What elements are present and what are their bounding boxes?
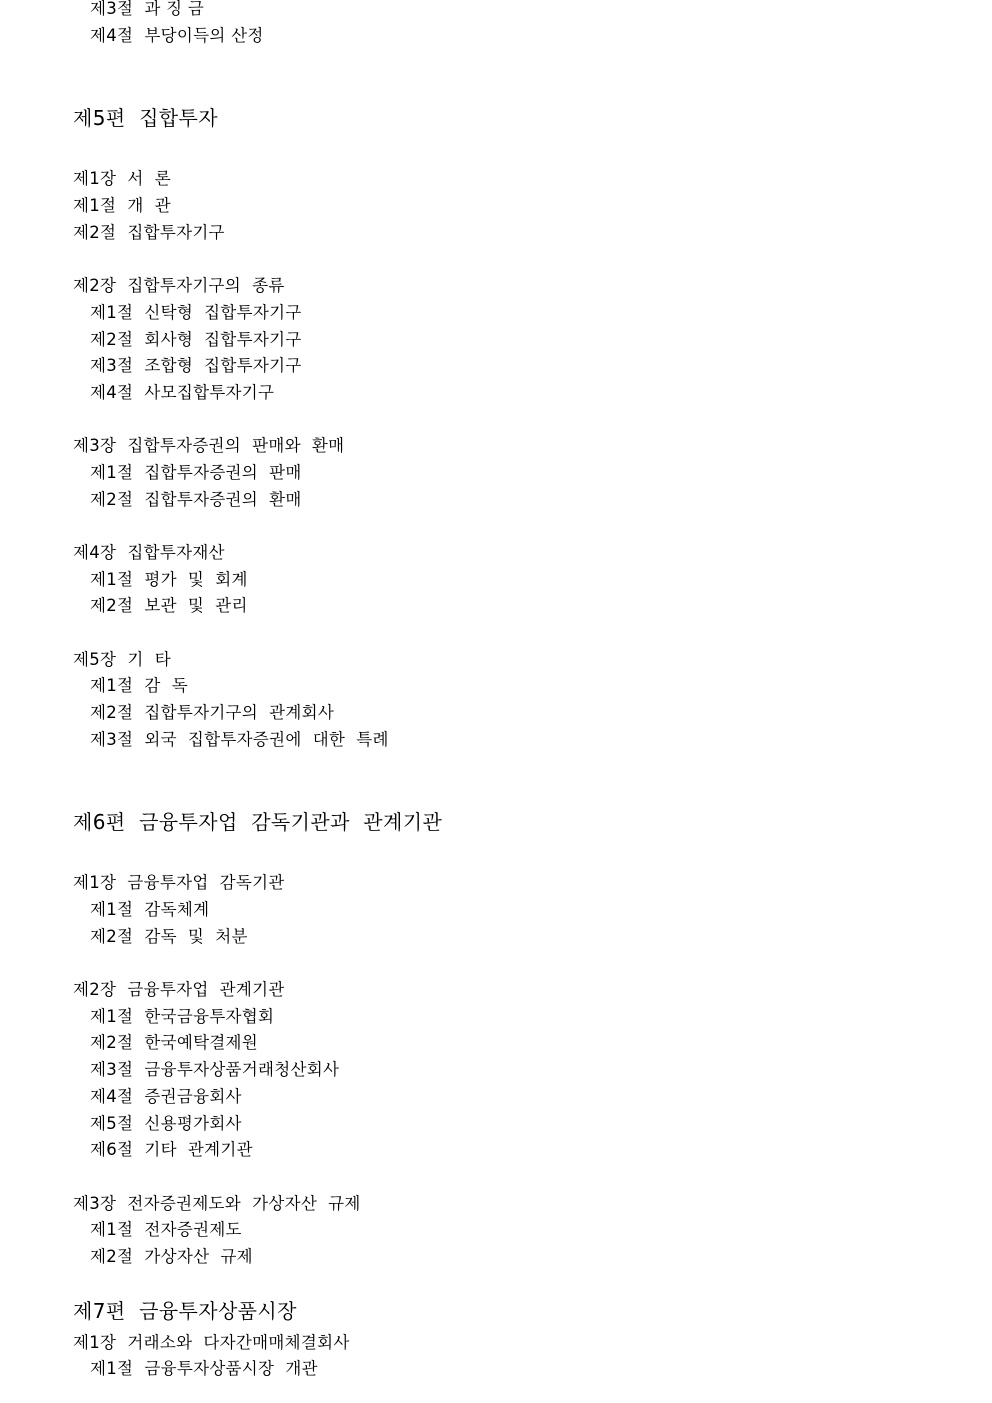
- toc-section-line: 제4절 증권금융회사: [90, 1087, 242, 1106]
- toc-section-line: 제1절 감 독: [90, 676, 188, 695]
- toc-section-line: 제1절 전자증권제도: [90, 1220, 242, 1239]
- toc-section-line: 제1절 한국금융투자협회: [90, 1007, 275, 1026]
- toc-section-line: 제2절 감독 및 처분: [90, 927, 248, 946]
- toc-section-line: 제1절 집합투자증권의 판매: [90, 463, 302, 482]
- toc-chapter-line: 제1장 금융투자업 감독기관: [73, 873, 285, 892]
- toc-chapter-line: 제3장 전자증권제도와 가상자산 규제: [73, 1194, 361, 1213]
- toc-chapter-line: 제4장 집합투자재산: [73, 543, 225, 562]
- toc-section-line: 제2절 집합투자기구의 관계회사: [90, 703, 335, 722]
- toc-section-line: 제1절 금융투자상품시장 개관: [90, 1359, 318, 1378]
- toc-section-line: 제2절 회사형 집합투자기구: [90, 330, 302, 349]
- toc-chapter-line: 제5장 기 타: [73, 650, 171, 669]
- toc-part-heading: 제5편 집합투자: [73, 106, 218, 130]
- toc-chapter-line: 제1장 거래소와 다자간매매체결회사: [73, 1333, 350, 1352]
- toc-chapter-line: 제2절 집합투자기구: [73, 223, 225, 242]
- toc-section-line: 제1절 감독체계: [90, 900, 210, 919]
- toc-part-heading: 제7편 금융투자상품시장: [73, 1299, 297, 1323]
- toc-chapter-line: 제3장 집합투자증권의 판매와 환매: [73, 436, 345, 455]
- toc-section-line: 제3절 외국 집합투자증권에 대한 특례: [90, 730, 389, 749]
- toc-section-line: 제2절 가상자산 규제: [90, 1247, 253, 1266]
- toc-section-line: 제3절 조합형 집합투자기구: [90, 356, 302, 375]
- toc-section-line: 제3절 과 징 금: [90, 0, 205, 18]
- toc-section-line: 제1절 평가 및 회계: [90, 570, 248, 589]
- toc-section-line: 제2절 집합투자증권의 환매: [90, 490, 302, 509]
- toc-section-line: 제5절 신용평가회사: [90, 1114, 242, 1133]
- toc-section-line: 제3절 금융투자상품거래청산회사: [90, 1060, 340, 1079]
- toc-section-line: 제4절 사모집합투자기구: [90, 383, 275, 402]
- toc-chapter-line: 제2장 금융투자업 관계기관: [73, 980, 285, 999]
- toc-section-line: 제2절 보관 및 관리: [90, 596, 248, 615]
- toc-chapter-line: 제1절 개 관: [73, 196, 171, 215]
- toc-section-line: 제1절 신탁형 집합투자기구: [90, 303, 302, 322]
- toc-section-line: 제4절 부당이득의 산정: [90, 26, 264, 45]
- toc-section-line: 제6절 기타 관계기관: [90, 1140, 253, 1159]
- toc-part-heading: 제6편 금융투자업 감독기관과 관계기관: [73, 810, 443, 834]
- toc-chapter-line: 제2장 집합투자기구의 종류: [73, 276, 285, 295]
- toc-section-line: 제2절 한국예탁결제원: [90, 1033, 259, 1052]
- toc-chapter-line: 제1장 서 론: [73, 169, 171, 188]
